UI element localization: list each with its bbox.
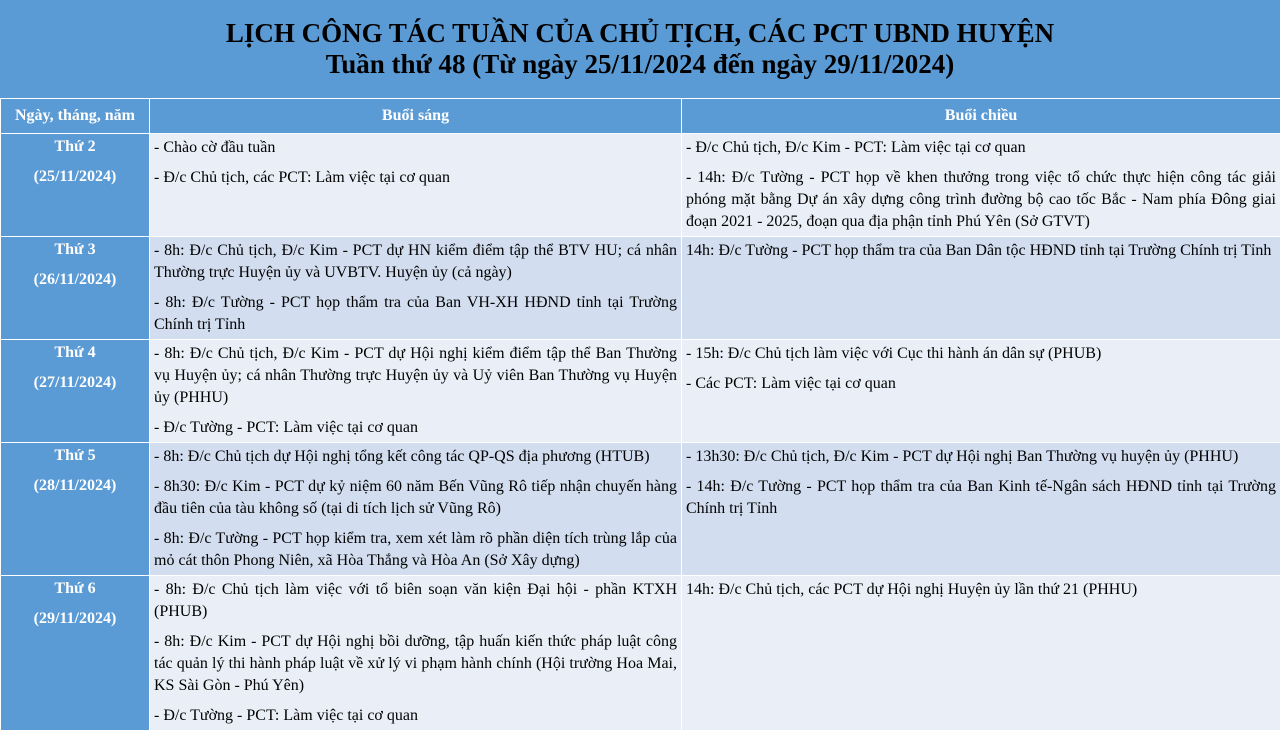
weekday-label: Thứ 3 <box>5 239 145 261</box>
schedule-body <box>1 134 1280 731</box>
table-row <box>1 237 1280 340</box>
morning-entry: - 8h30: Đ/c Kim - PCT dự kỷ niệm 60 năm Bến Vũng Rô tiếp nhận chuyến hàng đầu tiên của tàu không số (tại di tích lịch sử Vũng Rô) <box>154 476 677 520</box>
afternoon-entry: 14h: Đ/c Chủ tịch, các PCT dự Hội nghị Huyện ủy lần thứ 21 (PHHU) <box>686 579 1276 601</box>
day-cell <box>1 443 150 576</box>
afternoon-entry: - 15h: Đ/c Chủ tịch làm việc với Cục thi hành án dân sự (PHUB) <box>686 343 1276 365</box>
column-header-morning: Buổi sáng <box>150 99 682 134</box>
week-subtitle: Tuần thứ 48 (Từ ngày 25/11/2024 đến ngày 29/11/2024) <box>0 49 1280 80</box>
afternoon-cell <box>682 443 1280 576</box>
morning-cell <box>150 443 682 576</box>
afternoon-cell <box>682 576 1280 731</box>
morning-entry: - Đ/c Tường - PCT: Làm việc tại cơ quan <box>154 705 677 727</box>
afternoon-entry: - 14h: Đ/c Tường - PCT họp thẩm tra của Ban Kinh tế-Ngân sách HĐND tỉnh tại Trường Chính trị Tỉnh <box>686 476 1276 520</box>
morning-cell <box>150 237 682 340</box>
morning-entry: - 8h: Đ/c Kim - PCT dự Hội nghị bồi dưỡng, tập huấn kiến thức pháp luật công tác quản lý thi hành pháp luật về xử lý vi phạm hành chính (Hội trường Hoa Mai, KS Sài Gòn - Phú Yên) <box>154 631 677 697</box>
date-label: (29/11/2024) <box>5 608 145 630</box>
column-header-afternoon: Buổi chiều <box>682 99 1280 134</box>
morning-cell <box>150 576 682 731</box>
date-label: (27/11/2024) <box>5 372 145 394</box>
afternoon-cell <box>682 237 1280 340</box>
schedule-header <box>0 0 1280 98</box>
afternoon-entry: 14h: Đ/c Tường - PCT họp thẩm tra của Ban Dân tộc HĐND tỉnh tại Trường Chính trị Tỉnh <box>686 240 1276 262</box>
morning-entry: - 8h: Đ/c Tường - PCT họp kiểm tra, xem xét làm rõ phần diện tích trùng lắp của mỏ cát thôn Phong Niên, xã Hòa Thắng và Hòa An (Sở Xây dựng) <box>154 528 677 572</box>
afternoon-cell <box>682 340 1280 443</box>
weekday-label: Thứ 2 <box>5 136 145 158</box>
weekday-label: Thứ 6 <box>5 578 145 600</box>
morning-entry: - 8h: Đ/c Chủ tịch, Đ/c Kim - PCT dự Hội nghị kiểm điểm tập thể Ban Thường vụ Huyện ủy; cá nhân Thường trực Huyện ủy và Uỷ viên Ban Thường vụ Huyện ủy (PHHU) <box>154 343 677 409</box>
morning-entry: - Đ/c Chủ tịch, các PCT: Làm việc tại cơ quan <box>154 167 677 189</box>
afternoon-entry: - Các PCT: Làm việc tại cơ quan <box>686 373 1276 395</box>
table-row <box>1 576 1280 731</box>
morning-cell <box>150 340 682 443</box>
date-label: (26/11/2024) <box>5 269 145 291</box>
afternoon-cell <box>682 134 1280 237</box>
morning-entry: - 8h: Đ/c Tường - PCT họp thẩm tra của Ban VH-XH HĐND tỉnh tại Trường Chính trị Tỉnh <box>154 292 677 336</box>
column-header-date: Ngày, tháng, năm <box>1 99 150 134</box>
day-cell <box>1 134 150 237</box>
table-row <box>1 134 1280 237</box>
page-title: LỊCH CÔNG TÁC TUẦN CỦA CHỦ TỊCH, CÁC PCT UBND HUYỆN <box>0 18 1280 49</box>
date-label: (25/11/2024) <box>5 166 145 188</box>
morning-entry: - 8h: Đ/c Chủ tịch làm việc với tổ biên soạn văn kiện Đại hội - phần KTXH (PHUB) <box>154 579 677 623</box>
morning-cell <box>150 134 682 237</box>
table-header-row <box>1 99 1280 134</box>
schedule-table <box>0 98 1280 731</box>
morning-entry: - Chào cờ đầu tuần <box>154 137 677 159</box>
weekday-label: Thứ 4 <box>5 342 145 364</box>
morning-entry: - Đ/c Tường - PCT: Làm việc tại cơ quan <box>154 417 677 439</box>
date-label: (28/11/2024) <box>5 475 145 497</box>
day-cell <box>1 237 150 340</box>
morning-entry: - 8h: Đ/c Chủ tịch, Đ/c Kim - PCT dự HN kiểm điểm tập thể BTV HU; cá nhân Thường trực Huyện ủy và UVBTV. Huyện ủy (cả ngày) <box>154 240 677 284</box>
day-cell <box>1 576 150 731</box>
day-cell <box>1 340 150 443</box>
weekday-label: Thứ 5 <box>5 445 145 467</box>
morning-entry: - 8h: Đ/c Chủ tịch dự Hội nghị tổng kết công tác QP-QS địa phương (HTUB) <box>154 446 677 468</box>
afternoon-entry: - 13h30: Đ/c Chủ tịch, Đ/c Kim - PCT dự Hội nghị Ban Thường vụ huyện ủy (PHHU) <box>686 446 1276 468</box>
afternoon-entry: - Đ/c Chủ tịch, Đ/c Kim - PCT: Làm việc tại cơ quan <box>686 137 1276 159</box>
table-row <box>1 340 1280 443</box>
table-row <box>1 443 1280 576</box>
afternoon-entry: - 14h: Đ/c Tường - PCT họp về khen thưởng trong việc tổ chức thực hiện công tác giải phóng mặt bằng Dự án xây dựng công trình đường bộ cao tốc Bắc - Nam phía Đông giai đoạn 2021 - 2025, đoạn qua địa phận tỉnh Phú Yên (Sở GTVT) <box>686 167 1276 233</box>
